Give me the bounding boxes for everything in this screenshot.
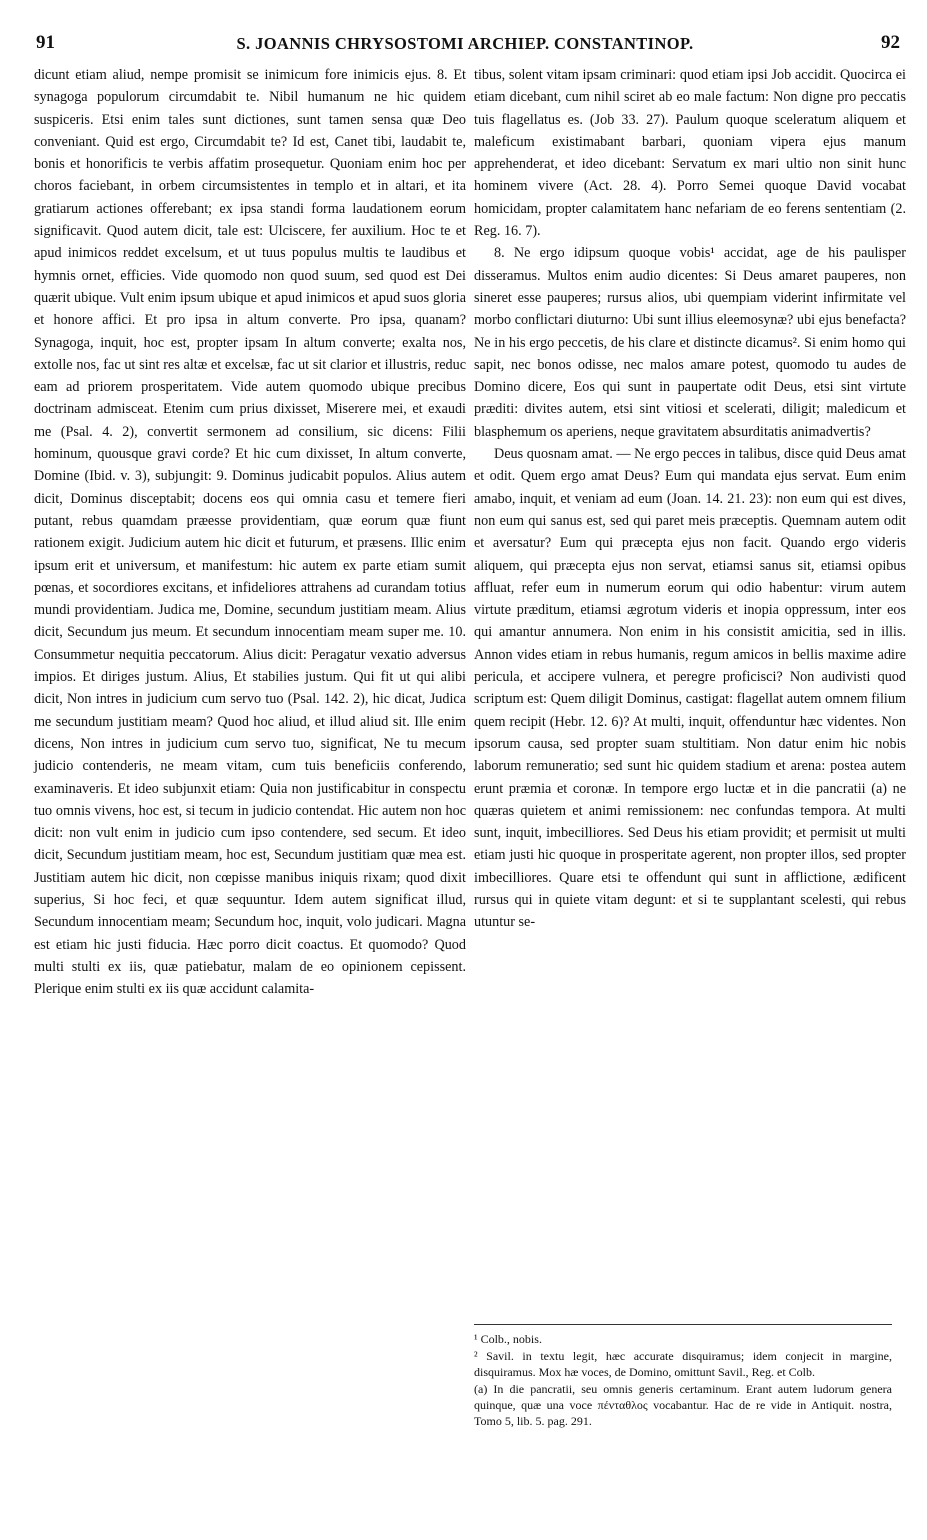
right-column: [474, 64, 906, 934]
footnote-1: ¹ Colb., nobis.: [474, 1332, 542, 1346]
page-number-right: 92: [881, 32, 900, 53]
right-paragraph-3: Deus quosnam amat. — Ne ergo pecces in talibus, disce quid Deus amat et odit. Quem ergo amat Deus? Eum qui mandata ejus servat. Eum enim amabo, inquit, et veniam ad eum (Joan. 14. 21. 23): non eum qui est dives, non eum qui sanus est, sed qui paret meis præceptis. Quemnam autem odit et aversatur? Eum qui præcepta ejus non facit. Quando ergo videris aliquem, qui præcepta ejus non servat, etiamsi sanus sit, etiamsi opibus affluat, refer eum in numerum eorum qui odio habentur: virum autem virtute præditum, etiamsi ægrotum videris et inopia oppressum, inter eos qui amantur annumera. Non enim in his consistit amicitia, sed in illis. Annon vides etiam in rebus humanis, regum amicos in bellis maxime adire pericula, et accipere vulnera, et peregre proficisci? Non audivisti quod scriptum est: Quem diligit Dominus, castigat: flagellat autem omnem filium quem recipit (Hebr. 12. 6)? At multi, inquit, offenduntur hæc videntes. Non ipsorum causa, sed propter suam stultitiam. Non datur enim hic nobis laborum remuneratio; sed sunt hic quidem stadium et arena: postea autem erunt præmia et coronæ. In tempore ergo luctæ et in die pancratii (a) ne quæras quietem et animi remissionem: nec confundas tempora. At multi sunt, inquit, imbecilliores. Sed Deus his etiam providit; et permisit ut multi etiam justi hic quoque in prosperitate agerent, non propter illos, sed propter imbecilliores. Quare etsi te offendunt qui sunt in afflictione, ædificent rursus qui in quiete vitam degunt: et si te supplantant scelesti, qui rebus utuntur se-: [474, 446, 906, 931]
right-paragraph-1: tibus, solent vitam ipsam criminari: quod etiam ipsi Job accidit. Quocirca ei etiam dicebant, cum nihil sciret ab eo male factum: Non digne pro peccatis tuis flagellatus es. (Job 33. 27). Paulum quoque sceleratum aliquem et maleficum existimabant barbari, quoniam vipera ejus manum apprehenderat, et ideo dicebant: Servatum ex mari ultio non sinit hunc hominem vivere (Act. 28. 4). Porro Semei quoque David vocabat homicidam, propter calamitatem hanc nefariam de eo ferens sententiam (2. Reg. 16. 7).: [474, 67, 906, 240]
left-paragraph: dicunt etiam aliud, nempe promisit se inimicum fore inimicis ejus. 8. Et synagoga populorum circumdabit te. Nibil humanum ne hic quidem suspiceris. Etsi enim tales sunt dictiones, sunt tamen sensa quæ Deo conveniant. Quid est ergo, Circumdabit te? Id est, Canet tibi, laudabit te, bonis et honorificis te verbis affatim prosequetur. Quoniam enim hoc per choros faciebant, in orbem circumsistentes in templo et in altari, et ita gratiarum actiones offerebant; ex ipsa standi forma laudationem eorum significavit. Quod autem dicit, tale est: Ulciscere, fer auxilium. Hoc te et apud inimicos reddet excelsum, et ut tuus populus multis te laudibus et hymnis ornet, efficies. Vide quomodo non quod suum, sed quod est Dei quærit ubique. Vult enim ipsum ubique et apud inimicos et apud suos gloria et honore affici. Et pro ipsa in altum converte. Pro ipsa, quanam? Synagoga, inquit, hoc est, propter ipsam In altum converte; exalta nos, extolle nos, fac ut sint res altæ et excelsæ, fac ut sit clarior et illustris, reduc eam ad priorem prosperitatem. Vide autem quomodo ubique precibus doctrinam admisceat. Etenim cum prius dixisset, Miserere mei, et exaudi me (Psal. 4. 2), convertit sermonem ad consilium, sic dicens: Filii hominum, quousque gravi corde? Et hic cum dixisset, In altum converte, Domine (Ibid. v. 3), subjungit: 9. Dominus judicabit populos. Alius autem dicit, Dominus disceptabit; docens eos qui omnia casu et temere fieri putant, rebus quamdam præesse providentiam, quæ eorum quæ fiunt rationem exigit. Judicium autem hic dicit et futurum, et præsens. Illic enim ipsum erit et universum, et manifestum: hic autem ex parte etiam sumit pœnas, et socordiores excitans, et infideliores attrahens ad curandam totius mundi providentiam. Judica me, Domine, secundum justitiam meam. Alius dicit, Secundum jus meum. Et secundum innocentiam meam super me. 10. Consummetur nequitia peccatorum. Alius dicit: Peragatur vexatio adversus impios. Et diriges justum. Alius, Et stabilies justum. Qui fit ut qui alibi dicit, Non intres in judicium cum servo tuo (Psal. 142. 2), hic dicat, Judica me secundum justitiam meam? Quod hoc aliud, et illud aliud sit. Ille enim dicens, Non intres in judicium cum servo tuo, significat, Ne tu mecum judicio contenderis, ne meam vitam, cum tuis beneficiis conferendo, examinaveris. Et ideo subjunxit etiam: Quia non justificabitur in conspectu tuo omnis vivens, hoc est, si tecum in judicio contendat. Hic autem non hoc dicit: non vult enim in judicio cum ipso contendere, sed secum. Et ideo dicit, Secundum justitiam meam, hoc est, Secundum justitiam quæ mea est. Justitiam autem hic dicit, non cœpisse manibus iniquis rixam; quod dixit superius, Si hoc feci, et quæ sequuntur. Idem autem significat illud, Secundum innocentiam meam; Secundum hoc, inquit, volo judicari. Magna est etiam hic justi fiducia. Hæc porro dicit coactus. Et quomodo? Quod multi stulti ex iis, quæ patiebatur, malam de eo opinionem cepissent. Plerique enim stulti ex iis quæ accidunt calamita-: [34, 67, 466, 998]
footnote-2: ² Savil. in textu legit, hæc accurate disquiramus; idem conjecit in margine, disquiramus. Mox hæ voces, de Domino, omittunt Savil., Reg. et Colb.: [474, 1349, 892, 1379]
page-number-left: 91: [36, 32, 55, 53]
running-header: [30, 32, 900, 56]
right-paragraph-2: 8. Ne ergo idipsum quoque vobis¹ accidat, age de his paulisper disseramus. Multos enim audio dicentes: Si Deus amaret pauperes, non sineret esse pauperes; rursus alios, ubi quempiam viderint infirmitate vel morbo conflictari diuturno: Ubi sunt illius eleemosynæ? ubi ejus benefacta? Ne in his ergo peccetis, de his clare et distincte dicamus². Si enim homo qui sapit, nec bonos odisse, nec malos amare potest, quomodo tu audes de Domino dicere, Eos qui sunt in paupertate odit Deus, etsi sint virtute præditi: divites autem, etsi sint vitiosi et scelerati, diligit; maledicum et blasphemum os aperiens, neque gravitatem absurditatis animadvertis?: [474, 245, 906, 440]
left-column: [34, 64, 466, 1000]
footnotes: [474, 1324, 892, 1430]
running-title: S. JOANNIS CHRYSOSTOMI ARCHIEP. CONSTANTINOP.: [236, 34, 694, 53]
footnote-a: (a) In die pancratii, seu omnis generis certaminum. Erant autem ludorum genera quinque, quæ una voce πένταθλος vocabantur. Hac de re vide in Antiquit. nostra, Tomo 5, lib. 5. pag. 291.: [474, 1382, 892, 1428]
